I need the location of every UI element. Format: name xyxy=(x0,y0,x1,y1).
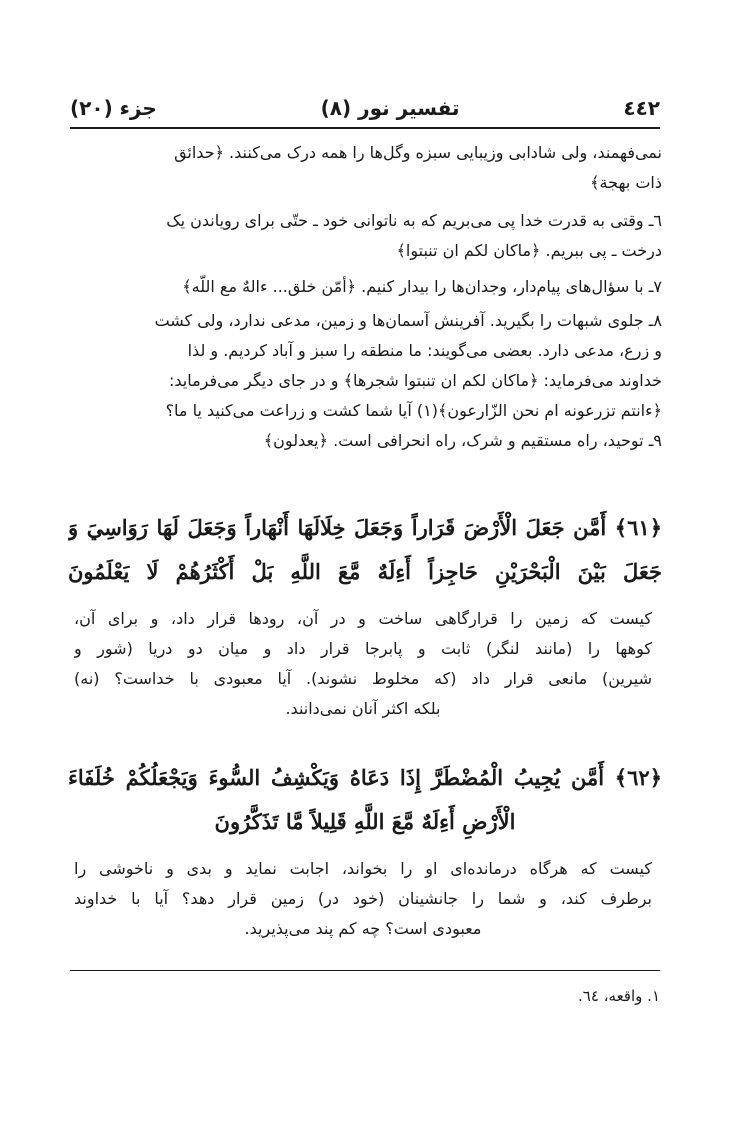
translation-line: بلکه اکثر آنان نمی‌دانند. xyxy=(285,699,441,718)
translation-line: معبودی است؟ چه کم پند می‌پذیرید. xyxy=(244,919,482,938)
point-8-line-4: ﴿ءانتم تزرعونه ام نحن الزّارعون﴾(١) آیا شما کشت و زراعت می‌کنید یا ما؟ xyxy=(165,401,662,420)
point-9-line-1: ٩ـ توحید، راه مستقیم و شرک، راه انحرافی است. ﴿یعدلون﴾ xyxy=(263,431,662,450)
verse-62-translation xyxy=(74,854,652,944)
verse-61 xyxy=(68,506,662,594)
translation-line: شیرین) مانعی قرار داد (که مخلوط نشوند). آیا معبودی با خداست؟ (نه) xyxy=(74,669,652,688)
intro-line-2: ذات بهجة﴾ xyxy=(590,173,662,192)
point-8-line-3: خداوند می‌فرماید: ﴿ماکان لکم ان تنبتوا شجرها﴾ و در جای دیگر می‌فرماید: xyxy=(168,371,662,390)
page-header xyxy=(70,92,660,124)
page-number: ٤٤٢ xyxy=(623,96,660,120)
footnote-divider xyxy=(70,970,660,971)
translation-line: برطرف کند، و شما را جانشینان (خود در) زمین قرار دهد؟ آیا با خداوند xyxy=(74,889,652,908)
translation-line: کیست که هرگاه درمانده‌ای او را بخواند، اجابت نماید و بدی و ناخوشی را xyxy=(74,859,652,878)
book-title: تفسیر نور (٨) xyxy=(320,96,460,120)
verse-62 xyxy=(68,756,662,844)
verse-61-line-1: ﴿٦١﴾ أَمَّن جَعَلَ الْأَرْضَ قَرَاراً وَجَعَلَ خِلَالَهَا أَنْهَاراً وَجَعَلَ لَهَا رَوَاسِيَ وَ xyxy=(68,515,662,540)
header-divider xyxy=(70,127,660,129)
point-6-line-2: درخت ـ پی ببریم. ﴿ماکان لکم ان تنبتوا﴾ xyxy=(396,241,662,260)
intro-line-1: نمی‌فهمند، ولی شادابی وزیبایی سبزه وگل‌ها را همه درک می‌کنند. ﴿حدائق xyxy=(174,143,662,162)
point-8-line-2: و زرع، مدعی دارد. بعضی می‌گویند: ما منطقه را سبز و آباد کردیم. و لذا xyxy=(187,341,662,360)
commentary-points xyxy=(68,138,662,456)
translation-line: کوهها را (مانند لنگر) ثابت و پابرجا قرار داد و میان دو دریا (شور و xyxy=(74,639,652,658)
point-7-line-1: ٧ـ با سؤال‌های پیام‌دار، وجدان‌ها را بیدار کنیم. ﴿أمّن خلق... ءالهٌ مع اللّه﴾ xyxy=(182,277,662,296)
point-8-line-1: ٨ـ جلوی شبهات را بگیرید. آفرینش آسمان‌ها و زمین، مدعی ندارد، ولی کشت xyxy=(154,311,662,330)
juz-label: جزء (٢٠) xyxy=(70,96,157,120)
verse-62-line-2: الْأَرْضِ أَءِلَهٌ مَّعَ اللَّهِ قَلِيلاً مَّا تَذَكَّرُونَ xyxy=(214,809,516,834)
point-6-line-1: ٦ـ وقتی به قدرت خدا پی می‌بریم که به ناتوانی خود ـ حتّی برای رویاندن یک xyxy=(166,211,662,230)
verse-61-line-2: جَعَلَ بَيْنَ الْبَحْرَيْنِ حَاجِزاً أَءِلَهٌ مَّعَ اللَّهِ بَلْ أَكْثَرُهُمْ لَا يَعْلَمُونَ xyxy=(68,559,662,584)
verse-61-translation xyxy=(74,604,652,724)
translation-line: کیست که زمین را قرارگاهی ساخت و در آن، رودها قرار داد، و برای آن، xyxy=(74,609,652,628)
footnote: ١. واقعه، ٦٤. xyxy=(578,987,660,1005)
verse-62-line-1: ﴿٦٢﴾ أَمَّن يُجِيبُ الْمُضْطَرَّ إِذَا دَعَاهُ وَيَكْشِفُ السُّوءَ وَيَجْعَلُكُمْ خُلَفَاءَ xyxy=(68,765,662,790)
